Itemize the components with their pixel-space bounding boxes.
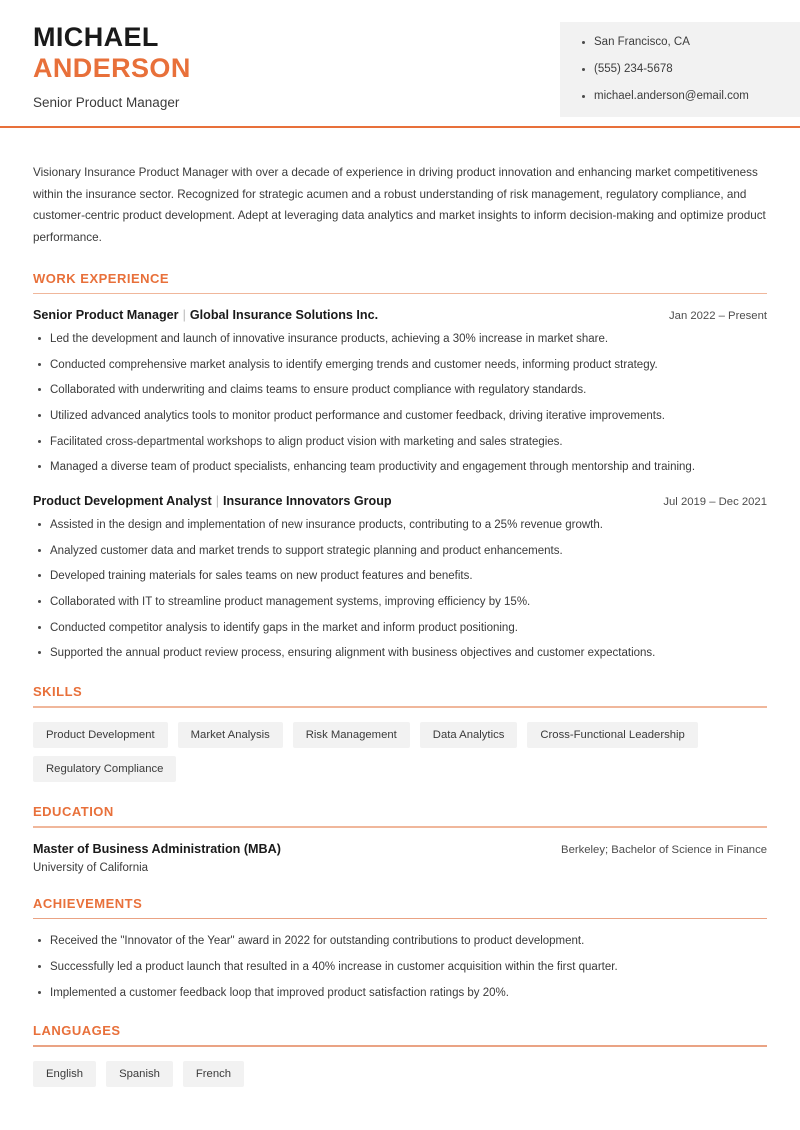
list-item: Implemented a customer feedback loop that improved product satisfaction ratings by 20%. <box>33 985 767 1002</box>
resume-header <box>0 0 800 138</box>
list-item: Supported the annual product review process, ensuring alignment with business objectives and customer expectations. <box>33 645 767 662</box>
section-divider <box>33 706 767 708</box>
skill-tag: Market Analysis <box>178 722 283 748</box>
list-item: Utilized advanced analytics tools to monitor product performance and customer feedback, driving iterative improvements. <box>33 408 767 425</box>
skill-tag: Regulatory Compliance <box>33 756 176 782</box>
education-entry <box>33 842 767 874</box>
section-divider <box>33 293 767 295</box>
list-item: Managed a diverse team of product specialists, enhancing team productivity and engagement through mentorship and training. <box>33 459 767 476</box>
job-separator: | <box>215 494 219 509</box>
language-tag: French <box>183 1061 244 1087</box>
list-item: Led the development and launch of innovative insurance products, achieving a 30% increase in market share. <box>33 331 767 348</box>
languages-tag-list <box>33 1061 767 1087</box>
skills-tag-list <box>33 722 767 783</box>
page-title: Senior Product Manager <box>33 94 180 110</box>
section-title-education: EDUCATION <box>33 804 114 820</box>
job-heading <box>33 308 378 322</box>
job-company: Insurance Innovators Group <box>222 494 392 509</box>
skill-tag: Risk Management <box>293 722 410 748</box>
section-skills <box>33 684 767 782</box>
job-role: Senior Product Manager <box>33 308 179 323</box>
identity-block <box>0 0 191 110</box>
language-tag: English <box>33 1061 96 1087</box>
contact-box <box>560 22 800 117</box>
list-item: Successfully led a product launch that resulted in a 40% increase in customer acquisition within the first quarter. <box>33 959 767 976</box>
section-divider <box>33 826 767 828</box>
job-role: Product Development Analyst <box>33 494 212 509</box>
list-item: Received the "Innovator of the Year" award in 2022 for outstanding contributions to product development. <box>33 933 767 950</box>
contact-item-phone[interactable]: (555) 234-5678 <box>582 63 784 77</box>
list-item: Assisted in the design and implementation of new insurance products, contributing to a 25% revenue growth. <box>33 517 767 534</box>
first-name: MICHAEL <box>33 22 159 52</box>
skill-tag: Data Analytics <box>420 722 518 748</box>
list-item: Developed training materials for sales teams on new product features and benefits. <box>33 568 767 585</box>
contact-item-email[interactable]: michael.anderson@email.com <box>582 90 784 104</box>
contact-list <box>582 36 784 103</box>
resume-body <box>0 162 800 1087</box>
list-item: Collaborated with IT to streamline product management systems, improving efficiency by 15%. <box>33 594 767 611</box>
list-item: Conducted competitor analysis to identify gaps in the market and inform product positioning. <box>33 620 767 637</box>
list-item: Analyzed customer data and market trends to support strategic planning and product enhancements. <box>33 543 767 560</box>
job-company: Global Insurance Solutions Inc. <box>189 308 379 323</box>
section-languages <box>33 1023 767 1087</box>
job-dates: Jan 2022 – Present <box>669 310 767 323</box>
last-name: ANDERSON <box>33 53 191 84</box>
section-title-skills: SKILLS <box>33 684 83 700</box>
section-work-experience <box>33 271 767 663</box>
job-entry <box>33 308 767 476</box>
section-achievements <box>33 896 767 1002</box>
job-heading <box>33 494 392 508</box>
section-education <box>33 804 767 874</box>
job-bullet-list <box>33 517 767 662</box>
job-entry <box>33 494 767 662</box>
language-tag: Spanish <box>106 1061 173 1087</box>
job-header <box>33 308 767 322</box>
section-title-achievements: ACHIEVEMENTS <box>33 895 143 911</box>
section-title-work-experience: WORK EXPERIENCE <box>33 270 170 286</box>
education-main <box>33 842 281 874</box>
job-header <box>33 494 767 508</box>
list-item: Collaborated with underwriting and claims teams to ensure product compliance with regulatory standards. <box>33 382 767 399</box>
job-separator: | <box>182 308 186 323</box>
section-divider <box>33 1045 767 1047</box>
section-title-languages: LANGUAGES <box>33 1023 121 1039</box>
education-degree: Master of Business Administration (MBA) <box>33 841 281 856</box>
education-extra: Berkeley; Bachelor of Science in Finance <box>561 843 767 856</box>
job-bullet-list <box>33 331 767 476</box>
job-dates: Jul 2019 – Dec 2021 <box>663 496 767 509</box>
education-school: University of California <box>33 861 149 874</box>
skill-tag: Cross-Functional Leadership <box>527 722 697 748</box>
list-item: Conducted comprehensive market analysis to identify emerging trends and customer needs, informing product strategy. <box>33 357 767 374</box>
professional-summary: Visionary Insurance Product Manager with over a decade of experience in driving product innovation and enhancing market competitiveness within the insurance sector. Recognized for strategic acumen and a robust understanding of risk management, regulatory compliance, and customer-centric product development. Adept at leveraging data analytics and market insights to inform decision-making and optimize product performance. <box>33 166 766 244</box>
skill-tag: Product Development <box>33 722 168 748</box>
contact-item-location: San Francisco, CA <box>582 36 784 50</box>
header-divider <box>0 126 800 128</box>
achievements-list <box>33 933 767 1001</box>
section-divider <box>33 918 767 920</box>
list-item: Facilitated cross-departmental workshops to align product vision with marketing and sales strategies. <box>33 434 767 451</box>
